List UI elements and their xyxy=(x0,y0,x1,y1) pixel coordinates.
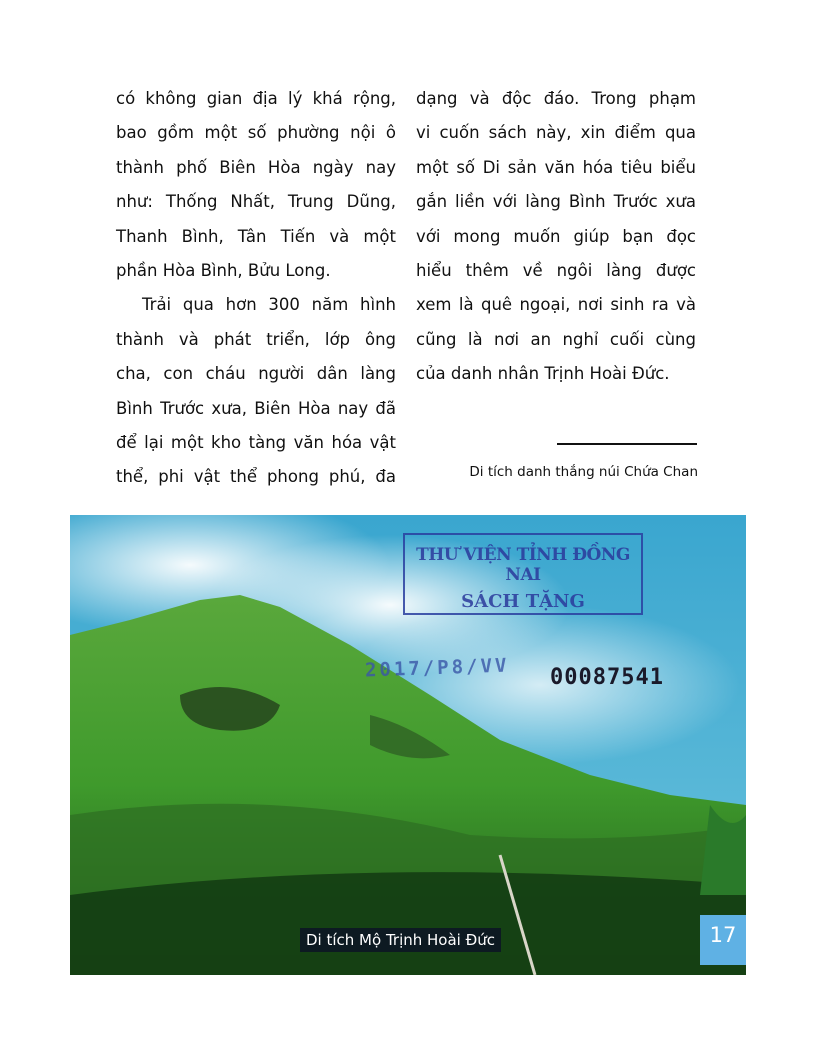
stamp-gift-label: SÁCH TẶNG xyxy=(461,591,585,612)
text-line: như: Thống Nhất, Trung Dũng, xyxy=(116,192,396,212)
text-line: Bình Trước xưa, Biên Hòa nay đã xyxy=(116,398,396,418)
text-line: thành và phát triển, lớp ông xyxy=(116,329,396,349)
mountain-photo xyxy=(70,515,746,975)
library-stamp xyxy=(403,533,643,615)
left-text-column xyxy=(116,82,396,495)
text-line: của danh nhân Trịnh Hoài Đức. xyxy=(416,364,670,384)
text-line: xem là quê ngoại, nơi sinh ra và xyxy=(416,295,696,315)
text-line: cũng là nơi an nghỉ cuối cùng xyxy=(416,329,696,349)
text-line: với mong muốn giúp bạn đọc xyxy=(416,226,696,246)
text-line: cha, con cháu người dân làng xyxy=(116,364,396,384)
registration-stamp: 2017/P8/VV xyxy=(364,654,510,682)
running-title: Di tích Mộ Trịnh Hoài Đức xyxy=(300,928,501,952)
text-line: gắn liền với làng Bình Trước xưa xyxy=(416,192,696,212)
text-line: thể, phi vật thể phong phú, đa xyxy=(116,467,396,487)
text-line: Trải qua hơn 300 năm hình xyxy=(142,295,396,315)
caption-rule xyxy=(557,443,697,445)
right-text-column xyxy=(416,82,696,392)
text-line: bao gồm một số phường nội ô xyxy=(116,123,396,143)
text-line: thành phố Biên Hòa ngày nay xyxy=(116,157,396,177)
photo-caption: Di tích danh thắng núi Chứa Chan xyxy=(469,464,698,480)
text-line: vi cuốn sách này, xin điểm qua xyxy=(416,123,696,143)
page-number: 17 xyxy=(700,915,746,965)
text-line: một số Di sản văn hóa tiêu biểu xyxy=(416,157,696,177)
text-line: phần Hòa Bình, Bửu Long. xyxy=(116,261,331,281)
text-line: Thanh Bình, Tân Tiến và một xyxy=(116,226,396,246)
text-line: để lại một kho tàng văn hóa vật xyxy=(116,433,396,453)
text-line: hiểu thêm về ngôi làng được xyxy=(416,261,696,281)
text-line: có không gian địa lý khá rộng, xyxy=(116,89,396,108)
accession-number: 00087541 xyxy=(550,665,664,690)
text-line: dạng và độc đáo. Trong phạm xyxy=(416,89,696,108)
stamp-library-name: THƯ VIỆN TỈNH ĐỒNG NAI xyxy=(416,545,630,585)
